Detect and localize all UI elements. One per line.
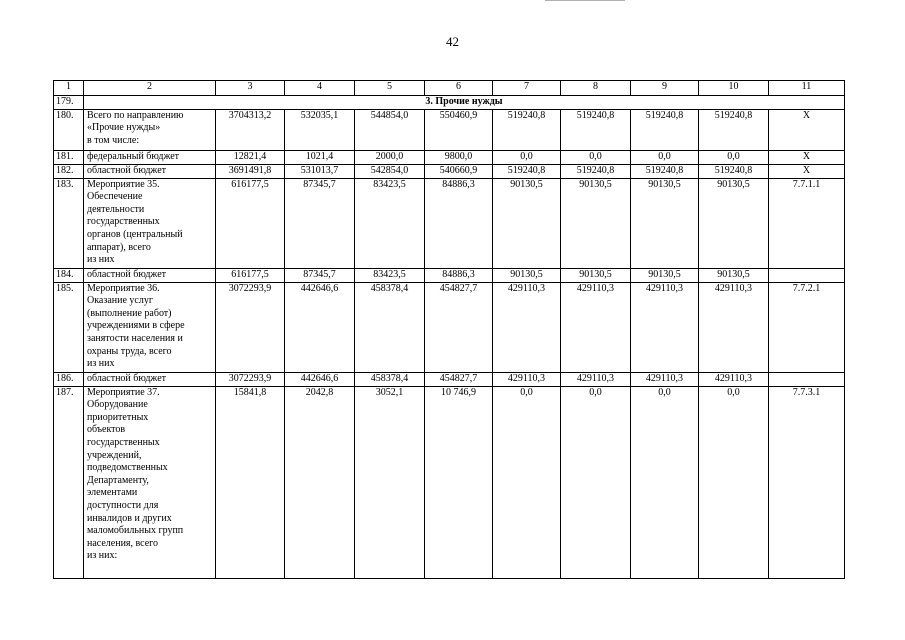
value-cell: 90130,5 [699, 178, 769, 268]
table-row [54, 268, 845, 282]
description-line: учреждениями в сфере [87, 320, 185, 332]
value-cell: 90130,5 [561, 178, 631, 268]
description-line: из них [87, 358, 115, 370]
row-number: 179. [54, 96, 84, 110]
value-cell: 519240,8 [493, 109, 561, 150]
value-cell: 2042,8 [285, 386, 355, 578]
value-cell: 3691491,8 [216, 164, 285, 178]
value-cell: 429110,3 [561, 282, 631, 372]
program-code [769, 372, 845, 386]
value-cell: 458378,4 [355, 282, 425, 372]
value-cell: 519240,8 [561, 164, 631, 178]
description-line: маломобильных групп [87, 525, 184, 537]
row-number: 185. [54, 282, 84, 372]
value-cell: 429110,3 [631, 282, 699, 372]
value-cell: 83423,5 [355, 178, 425, 268]
value-cell: 0,0 [631, 150, 699, 164]
description-line: занятости населения и [87, 332, 183, 344]
column-header: 10 [699, 81, 769, 96]
value-cell: 9800,0 [425, 150, 493, 164]
table-row [54, 372, 845, 386]
description-line: Мероприятие 36. [87, 282, 160, 294]
column-header: 7 [493, 81, 561, 96]
page-number: 42 [446, 34, 459, 49]
description-line: населения, всего [87, 537, 159, 549]
description-line: учреждений, [87, 449, 142, 461]
description-line: приоритетных [87, 411, 149, 423]
program-code: X [769, 150, 845, 164]
description-line: Всего по направлению [87, 109, 184, 121]
value-cell: 531013,7 [285, 164, 355, 178]
row-description [84, 178, 216, 268]
column-header: 6 [425, 81, 493, 96]
section-row [54, 96, 845, 110]
description-line: аппарат), всего [87, 241, 151, 253]
description-line: доступности для [87, 499, 159, 511]
value-cell: 542854,0 [355, 164, 425, 178]
value-cell: 429110,3 [699, 282, 769, 372]
description-line: Департаменту, [87, 474, 149, 486]
column-header: 3 [216, 81, 285, 96]
row-description [84, 372, 216, 386]
value-cell: 458378,4 [355, 372, 425, 386]
row-number: 183. [54, 178, 84, 268]
value-cell: 0,0 [631, 386, 699, 578]
value-cell: 429110,3 [699, 372, 769, 386]
value-cell: 442646,6 [285, 372, 355, 386]
value-cell: 1021,4 [285, 150, 355, 164]
table-row [54, 109, 845, 150]
column-header: 2 [84, 81, 216, 96]
description-line: инвалидов и других [87, 512, 172, 524]
value-cell: 540660,9 [425, 164, 493, 178]
value-cell: 84886,3 [425, 268, 493, 282]
value-cell: 0,0 [493, 386, 561, 578]
description-line: подведомственных [87, 462, 168, 474]
value-cell: 10 746,9 [425, 386, 493, 578]
column-header: 11 [769, 81, 845, 96]
row-description [84, 109, 216, 150]
row-number: 187. [54, 386, 84, 578]
description-line: элементами [87, 487, 138, 499]
value-cell: 519240,8 [561, 109, 631, 150]
description-line: органов (центральный [87, 228, 183, 240]
value-cell: 454827,7 [425, 282, 493, 372]
row-number: 180. [54, 109, 84, 150]
row-description [84, 282, 216, 372]
value-cell: 616177,5 [216, 178, 285, 268]
table-row [54, 150, 845, 164]
column-header: 1 [54, 81, 84, 96]
value-cell: 3072293,9 [216, 372, 285, 386]
value-cell: 90130,5 [561, 268, 631, 282]
value-cell: 90130,5 [631, 268, 699, 282]
description-line: государственных [87, 436, 160, 448]
description-line: государственных [87, 216, 160, 228]
description-line: федеральный бюджет [87, 150, 180, 162]
description-line: Оказание услуг [87, 295, 153, 307]
row-description [84, 150, 216, 164]
budget-table [53, 80, 845, 579]
value-cell: 429110,3 [493, 282, 561, 372]
value-cell: 0,0 [493, 150, 561, 164]
value-cell: 2000,0 [355, 150, 425, 164]
value-cell: 0,0 [699, 150, 769, 164]
description-line: Мероприятие 35. [87, 178, 160, 190]
description-line: Оборудование [87, 399, 148, 411]
description-line: деятельности [87, 203, 145, 215]
table-row [54, 178, 845, 268]
row-description [84, 386, 216, 578]
value-cell: 0,0 [699, 386, 769, 578]
value-cell: 90130,5 [631, 178, 699, 268]
table-row [54, 282, 845, 372]
value-cell: 90130,5 [699, 268, 769, 282]
row-description [84, 268, 216, 282]
table-row [54, 164, 845, 178]
program-code: X [769, 164, 845, 178]
value-cell: 429110,3 [561, 372, 631, 386]
value-cell: 429110,3 [631, 372, 699, 386]
value-cell: 519240,8 [699, 109, 769, 150]
row-number: 186. [54, 372, 84, 386]
description-line: Мероприятие 37. [87, 386, 160, 398]
value-cell: 544854,0 [355, 109, 425, 150]
column-header: 5 [355, 81, 425, 96]
column-number-row [54, 81, 845, 96]
description-line: объектов [87, 424, 126, 436]
value-cell: 84886,3 [425, 178, 493, 268]
description-line: областной бюджет [87, 372, 167, 384]
description-line: областной бюджет [87, 164, 167, 176]
program-code: X [769, 109, 845, 150]
top-rule [545, 0, 625, 1]
value-cell: 90130,5 [493, 268, 561, 282]
column-header: 8 [561, 81, 631, 96]
description-line: из них: [87, 550, 118, 562]
value-cell: 3052,1 [355, 386, 425, 578]
value-cell: 532035,1 [285, 109, 355, 150]
row-number: 182. [54, 164, 84, 178]
description-line: областной бюджет [87, 268, 167, 280]
value-cell: 83423,5 [355, 268, 425, 282]
value-cell: 3072293,9 [216, 282, 285, 372]
value-cell: 15841,8 [216, 386, 285, 578]
value-cell: 0,0 [561, 150, 631, 164]
value-cell: 87345,7 [285, 178, 355, 268]
section-title: 3. Прочие нужды [84, 96, 845, 110]
program-code: 7.7.3.1 [769, 386, 845, 578]
description-line: Обеспечение [87, 191, 143, 203]
program-code [769, 268, 845, 282]
value-cell: 519240,8 [493, 164, 561, 178]
description-line: в том числе: [87, 134, 140, 146]
table-row [54, 386, 845, 578]
program-code: 7.7.1.1 [769, 178, 845, 268]
row-number: 181. [54, 150, 84, 164]
value-cell: 3704313,2 [216, 109, 285, 150]
value-cell: 519240,8 [631, 109, 699, 150]
value-cell: 550460,9 [425, 109, 493, 150]
value-cell: 87345,7 [285, 268, 355, 282]
row-description [84, 164, 216, 178]
column-header: 4 [285, 81, 355, 96]
data-rows [54, 109, 845, 578]
row-number: 184. [54, 268, 84, 282]
value-cell: 519240,8 [699, 164, 769, 178]
description-line: охраны труда, всего [87, 345, 172, 357]
description-line: «Прочие нужды» [87, 122, 161, 134]
value-cell: 616177,5 [216, 268, 285, 282]
value-cell: 442646,6 [285, 282, 355, 372]
description-line: (выполнение работ) [87, 307, 172, 319]
value-cell: 90130,5 [493, 178, 561, 268]
value-cell: 429110,3 [493, 372, 561, 386]
value-cell: 454827,7 [425, 372, 493, 386]
value-cell: 12821,4 [216, 150, 285, 164]
value-cell: 519240,8 [631, 164, 699, 178]
column-header: 9 [631, 81, 699, 96]
value-cell: 0,0 [561, 386, 631, 578]
program-code: 7.7.2.1 [769, 282, 845, 372]
description-line: из них [87, 254, 115, 266]
